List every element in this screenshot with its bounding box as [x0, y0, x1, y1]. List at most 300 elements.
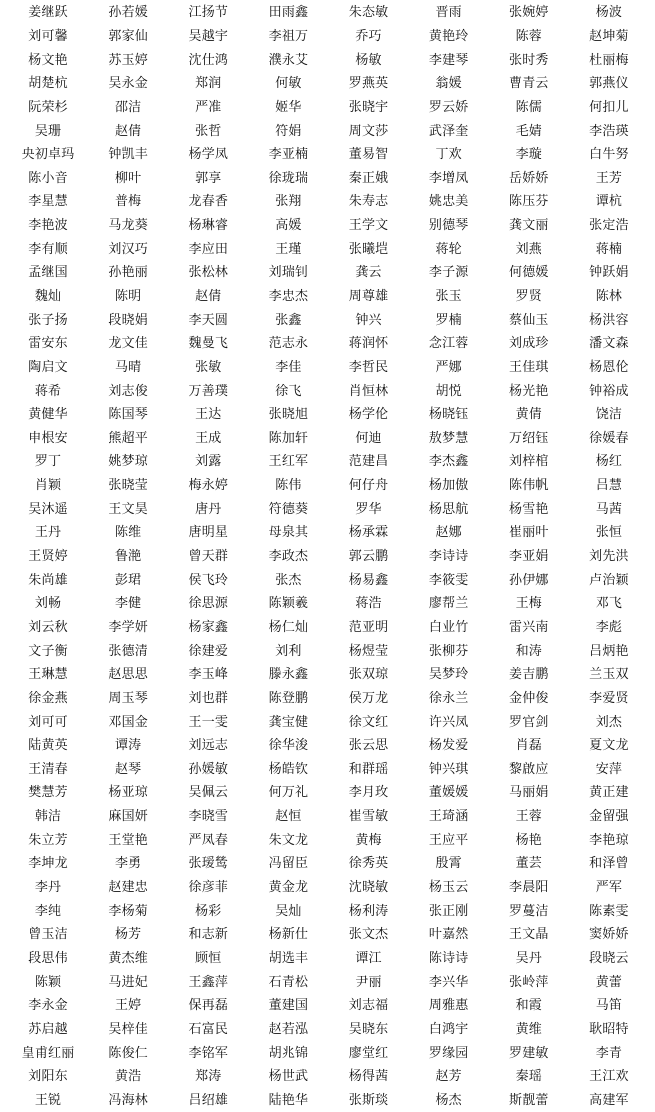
name-cell: 潘文森: [589, 336, 629, 352]
name-row: [8, 261, 649, 285]
name-cell: 李晓雪: [188, 809, 229, 825]
name-cell: 白业竹: [428, 619, 469, 635]
name-cell: 董建国: [268, 998, 309, 1014]
name-cell: 黄杰维: [108, 950, 148, 966]
name-cell: 吴珊: [34, 123, 62, 139]
name-cell: 滕永鑫: [268, 667, 309, 683]
name-cell: 廖帮兰: [428, 596, 469, 612]
name-cell: 王锐: [34, 1092, 62, 1108]
name-cell: 和志新: [188, 927, 229, 943]
name-row: [8, 1018, 649, 1042]
name-cell: 郭享: [195, 170, 222, 186]
name-cell: 罗缘园: [428, 1045, 469, 1061]
name-cell: 翁媛: [435, 76, 462, 92]
name-cell: 朱尚雄: [28, 572, 68, 588]
name-cell: 和群瑶: [348, 761, 389, 777]
name-cell: 吴梓佳: [108, 1021, 148, 1037]
name-row: [8, 166, 649, 190]
name-cell: 郭家仙: [108, 28, 148, 44]
name-cell: 黄浩: [114, 1069, 142, 1085]
name-cell: 李筱雯: [428, 572, 469, 588]
name-cell: 李纯: [34, 903, 62, 919]
name-cell: 刘杰: [595, 714, 623, 730]
name-cell: 陈明: [114, 289, 142, 304]
name-cell: 王江欢: [589, 1069, 629, 1085]
name-cell: 杨加傲: [428, 478, 469, 494]
name-cell: 黄蕾: [595, 974, 623, 990]
name-cell: 李爱贤: [589, 690, 629, 706]
name-cell: 杨利涛: [348, 903, 389, 919]
name-cell: 刘也群: [188, 690, 229, 706]
name-cell: 张晓莹: [108, 478, 148, 494]
name-cell: 张曦垲: [348, 241, 389, 257]
name-cell: 杨艳: [515, 832, 543, 848]
name-cell: 张云思: [348, 738, 389, 754]
name-cell: 熊超平: [108, 430, 148, 446]
name-cell: 张敏: [195, 359, 222, 375]
name-cell: 段思伟: [28, 950, 68, 966]
name-cell: 龙文佳: [108, 336, 148, 352]
name-cell: 耿昭特: [589, 1021, 629, 1037]
name-cell: 何迪: [355, 430, 382, 446]
name-cell: 周尊雄: [348, 289, 389, 304]
name-cell: 段晓云: [589, 950, 629, 966]
name-cell: 王琦涵: [428, 809, 469, 825]
name-cell: 王一雯: [188, 714, 229, 730]
name-cell: 谭涛: [114, 738, 142, 754]
name-row: [8, 143, 649, 167]
name-cell: 张瑷鸶: [188, 856, 229, 872]
name-cell: 姚忠美: [428, 194, 469, 210]
name-cell: 陈伟帆: [509, 478, 549, 494]
name-cell: 刘可馨: [28, 28, 68, 44]
name-cell: 沈晓敏: [348, 880, 389, 896]
name-cell: 王贤婷: [28, 549, 68, 565]
name-cell: 叶嘉然: [428, 927, 469, 943]
name-row: [8, 1, 649, 25]
name-cell: 李学妍: [108, 619, 148, 635]
name-cell: 徐彦菲: [188, 880, 229, 896]
name-row: [8, 639, 649, 663]
name-cell: 徐秀英: [348, 856, 389, 872]
name-cell: 万绍钰: [509, 430, 549, 446]
name-row: [8, 48, 649, 72]
name-cell: 陈维: [114, 525, 142, 541]
name-cell: 邵洁: [114, 99, 142, 115]
name-cell: 赵坤菊: [589, 28, 629, 44]
name-cell: 魏灿: [34, 289, 62, 304]
name-cell: 张恒: [595, 525, 623, 541]
name-cell: 濮永艾: [268, 52, 309, 68]
name-row: [8, 1041, 649, 1065]
name-cell: 吕炳艳: [589, 643, 629, 659]
name-cell: 徐金燕: [28, 690, 68, 706]
name-cell: 冯海林: [108, 1092, 148, 1108]
name-cell: 麻国妍: [108, 809, 148, 825]
name-row: [8, 474, 649, 498]
name-cell: 董易智: [348, 147, 389, 163]
name-cell: 央初卓玛: [21, 147, 75, 163]
name-cell: 黄正建: [589, 785, 629, 801]
name-cell: 王琳慧: [28, 667, 68, 683]
name-cell: 孙若媛: [108, 5, 148, 21]
name-cell: 吕绍雄: [188, 1092, 229, 1108]
name-row: [8, 805, 649, 829]
name-cell: 罗燕英: [348, 76, 389, 92]
name-cell: 孙伊娜: [509, 572, 549, 588]
name-cell: 侯飞玲: [188, 572, 229, 588]
name-cell: 黄倩: [515, 407, 543, 423]
name-cell: 王应平: [428, 832, 469, 848]
name-cell: 雷安东: [28, 336, 68, 352]
name-row: [8, 25, 649, 49]
name-cell: 丁欢: [435, 147, 462, 163]
name-cell: 岳娇娇: [509, 170, 549, 186]
name-cell: 梅永婷: [188, 478, 229, 494]
name-cell: 徐永兰: [428, 690, 469, 706]
name-cell: 兰玉双: [589, 667, 629, 683]
name-cell: 杨芳: [114, 927, 142, 943]
name-cell: 蒋希: [34, 383, 62, 399]
name-cell: 文子衡: [28, 643, 68, 659]
name-cell: 钟兴琪: [428, 761, 469, 777]
name-cell: 刘燕: [515, 241, 543, 257]
name-cell: 王达: [195, 407, 222, 423]
name-cell: 龚宝健: [268, 714, 309, 730]
name-cell: 李铭军: [188, 1045, 229, 1061]
name-cell: 李哲民: [348, 359, 389, 375]
name-cell: 王堂艳: [108, 832, 148, 848]
name-cell: 张松林: [188, 265, 229, 281]
name-cell: 张翔: [275, 194, 302, 210]
name-cell: 杨新仕: [268, 927, 309, 943]
name-cell: 朱态敏: [348, 5, 389, 21]
name-row: [8, 214, 649, 238]
name-cell: 张哲: [195, 123, 222, 139]
name-cell: 杨学凤: [188, 147, 229, 163]
name-cell: 蒋润怀: [348, 336, 389, 352]
name-row: [8, 285, 649, 309]
name-row: [8, 356, 649, 380]
name-cell: 吴越宇: [188, 28, 229, 44]
name-cell: 武泽奎: [428, 123, 469, 139]
name-cell: 邓飞: [595, 596, 623, 612]
name-cell: 王婷: [114, 998, 142, 1014]
name-cell: 谭杭: [595, 194, 623, 210]
name-row: [8, 923, 649, 947]
name-cell: 张晓旭: [268, 407, 309, 423]
name-cell: 李亚楠: [268, 147, 309, 163]
name-cell: 顾恒: [195, 950, 222, 966]
name-cell: 陈加轩: [268, 430, 309, 446]
name-cell: 张双琼: [348, 667, 389, 683]
name-cell: 张婉婷: [509, 5, 549, 21]
name-cell: 罗建敏: [509, 1045, 549, 1061]
name-cell: 范建昌: [348, 454, 389, 470]
name-cell: 龚云: [355, 265, 382, 281]
name-cell: 杨学伦: [348, 407, 389, 423]
name-cell: 张玉: [435, 289, 462, 304]
name-cell: 陈国琴: [108, 407, 148, 423]
name-cell: 李丹: [34, 880, 62, 896]
name-cell: 赵琴: [114, 761, 142, 777]
name-row: [8, 521, 649, 545]
name-cell: 陆黄英: [28, 738, 68, 754]
name-cell: 罗贤: [515, 289, 543, 304]
name-cell: 曹青云: [509, 76, 549, 92]
name-cell: 姜继跃: [28, 5, 68, 21]
name-cell: 韩洁: [34, 809, 62, 825]
name-cell: 刘梓棺: [509, 454, 549, 470]
name-row: [8, 332, 649, 356]
name-cell: 马丽娟: [509, 785, 549, 801]
name-cell: 吴丹: [515, 950, 543, 966]
name-row: [8, 119, 649, 143]
name-cell: 李坤龙: [28, 856, 68, 872]
name-cell: 保再磊: [188, 998, 229, 1014]
name-cell: 王清春: [28, 761, 68, 777]
name-cell: 刘先洪: [589, 549, 629, 565]
name-cell: 黎啟应: [509, 761, 549, 777]
name-cell: 樊慧芳: [28, 785, 68, 801]
name-cell: 李健: [114, 596, 142, 612]
name-cell: 张子扬: [28, 312, 68, 328]
name-cell: 皇甫红丽: [21, 1045, 75, 1061]
name-cell: 李建琴: [428, 52, 469, 68]
name-cell: 陈压芬: [509, 194, 549, 210]
name-cell: 李忠杰: [268, 289, 309, 304]
name-row: [8, 545, 649, 569]
name-cell: 李彪: [595, 619, 623, 635]
name-cell: 白鸿宇: [428, 1021, 469, 1037]
name-cell: 张杰: [275, 572, 302, 588]
name-cell: 和涛: [515, 643, 543, 659]
name-cell: 吴晓东: [348, 1021, 389, 1037]
name-cell: 金留强: [589, 809, 629, 825]
name-cell: 雷兴南: [509, 619, 549, 635]
name-cell: 陈颖羲: [268, 596, 309, 612]
name-cell: 何敏: [275, 76, 302, 92]
name-cell: 符德葵: [268, 501, 309, 517]
name-cell: 秦正娥: [348, 170, 389, 186]
name-cell: 杨光艳: [509, 383, 549, 399]
name-cell: 蒋浩: [355, 596, 382, 612]
name-cell: 金仲俊: [509, 690, 549, 706]
name-cell: 徐文红: [348, 714, 389, 730]
name-cell: 崔丽叶: [509, 525, 549, 541]
name-cell: 李政杰: [268, 549, 309, 565]
name-cell: 王梅: [515, 596, 543, 612]
name-row: [8, 947, 649, 971]
name-cell: 王成: [195, 430, 222, 446]
name-cell: 孙媛敏: [188, 761, 229, 777]
name-cell: 陈俊仁: [108, 1045, 148, 1061]
name-cell: 张定浩: [589, 218, 629, 234]
name-cell: 杨家鑫: [188, 619, 229, 635]
name-cell: 柳叶: [114, 170, 142, 186]
name-cell: 刘阳东: [28, 1069, 68, 1085]
name-cell: 何万礼: [268, 785, 309, 801]
name-cell: 毛婧: [515, 123, 543, 139]
name-row: [8, 450, 649, 474]
name-cell: 严凤春: [188, 832, 229, 848]
name-cell: 杨波: [595, 5, 623, 21]
name-cell: 罗蔓洁: [509, 903, 549, 919]
name-cell: 杨发爱: [428, 738, 469, 754]
name-cell: 赵若泓: [268, 1021, 309, 1037]
name-cell: 马笛: [595, 998, 623, 1014]
name-row: [8, 237, 649, 261]
name-cell: 胡悦: [435, 383, 462, 399]
name-cell: 李杨菊: [108, 903, 148, 919]
name-cell: 殷霄: [435, 856, 462, 872]
name-row: [8, 427, 649, 451]
name-cell: 赵思思: [108, 667, 148, 683]
name-cell: 尹丽: [355, 974, 382, 990]
name-row: [8, 734, 649, 758]
name-cell: 张时秀: [509, 52, 549, 68]
name-cell: 段晓娟: [108, 312, 148, 328]
name-cell: 侯万龙: [348, 690, 389, 706]
name-cell: 杨得茜: [348, 1069, 389, 1085]
name-cell: 周雅惠: [428, 998, 469, 1014]
name-cell: 杨皓钦: [268, 761, 309, 777]
name-cell: 刘志俊: [108, 383, 148, 399]
name-cell: 陈儒: [515, 99, 543, 115]
name-cell: 张晓宇: [348, 99, 389, 115]
name-cell: 陈林: [595, 289, 623, 304]
name-cell: 冯留臣: [268, 856, 309, 872]
name-cell: 秦瑶: [515, 1069, 543, 1085]
name-cell: 念江蓉: [428, 336, 469, 352]
name-row: [8, 379, 649, 403]
name-cell: 王文昊: [108, 501, 148, 517]
name-row: [8, 828, 649, 852]
name-cell: 罗华: [355, 501, 382, 517]
name-cell: 刘瑞钊: [268, 265, 309, 281]
name-cell: 苏玉婷: [108, 52, 148, 68]
name-cell: 李诗诗: [428, 549, 469, 565]
name-cell: 万善璞: [188, 383, 229, 399]
name-cell: 肖恒林: [348, 383, 389, 399]
name-cell: 严准: [195, 99, 222, 115]
name-cell: 李有顺: [28, 241, 68, 257]
name-cell: 窦娇娇: [589, 927, 629, 943]
name-cell: 唐明星: [188, 525, 229, 541]
name-cell: 罗云娇: [428, 99, 469, 115]
name-cell: 王丹: [34, 525, 62, 541]
name-cell: 刘云秋: [28, 619, 68, 635]
name-cell: 和泽曾: [589, 856, 629, 872]
name-cell: 陈素雯: [589, 903, 629, 919]
name-cell: 范志永: [268, 336, 309, 352]
name-cell: 李晨阳: [509, 880, 549, 896]
name-row: [8, 308, 649, 332]
name-cell: 李增凤: [428, 170, 469, 186]
name-cell: 董媛媛: [428, 785, 469, 801]
name-cell: 朱寿志: [348, 194, 389, 210]
name-row: [8, 687, 649, 711]
name-cell: 罗丁: [34, 454, 62, 470]
name-cell: 杨敏: [355, 52, 382, 68]
name-cell: 赵倩: [195, 289, 222, 304]
name-row: [8, 663, 649, 687]
name-cell: 安萍: [595, 761, 623, 777]
name-cell: 马龙葵: [108, 218, 148, 234]
name-cell: 胡兆锦: [268, 1045, 309, 1061]
name-cell: 王蓉: [515, 809, 543, 825]
name-cell: 敖梦慧: [428, 430, 469, 446]
name-cell: 李浩瑛: [589, 123, 629, 139]
name-cell: 肖颖: [34, 478, 62, 494]
name-cell: 李月玫: [348, 785, 389, 801]
name-cell: 钟凯丰: [108, 147, 148, 163]
name-cell: 卢治颖: [589, 572, 629, 588]
name-cell: 晋雨: [435, 5, 462, 21]
name-cell: 姜吉鹏: [509, 667, 549, 683]
name-cell: 张正刚: [428, 903, 469, 919]
name-row: [8, 758, 649, 782]
name-row: [8, 568, 649, 592]
name-cell: 李子源: [428, 265, 469, 281]
name-cell: 钟兴: [355, 312, 382, 328]
name-cell: 苏启越: [28, 1021, 68, 1037]
name-cell: 赵芳: [435, 1069, 462, 1085]
name-cell: 王佳琪: [509, 359, 549, 375]
name-cell: 孟继国: [28, 265, 68, 281]
name-cell: 曾玉洁: [28, 927, 68, 943]
name-cell: 刘成珍: [509, 336, 549, 352]
name-cell: 吴灿: [275, 903, 302, 919]
name-cell: 王红军: [268, 454, 309, 470]
name-cell: 黄梅: [355, 832, 382, 848]
name-cell: 杨琳睿: [188, 218, 229, 234]
name-row: [8, 592, 649, 616]
name-row: [8, 876, 649, 900]
name-row: [8, 403, 649, 427]
name-cell: 杨玉云: [428, 880, 469, 896]
name-cell: 李艳琼: [589, 832, 629, 848]
name-cell: 王瑾: [275, 241, 302, 257]
name-cell: 郑润: [195, 76, 222, 92]
name-cell: 赵娜: [435, 525, 462, 541]
name-cell: 刘利: [275, 643, 302, 659]
name-cell: 徐思源: [188, 596, 229, 612]
name-cell: 刘远志: [188, 738, 229, 754]
name-row: [8, 1065, 649, 1089]
name-cell: 黄维: [515, 1021, 543, 1037]
name-cell: 马晴: [114, 359, 142, 375]
name-cell: 徐华浚: [268, 738, 309, 754]
name-cell: 陈蓉: [515, 28, 543, 44]
name-cell: 黄金龙: [268, 880, 309, 896]
name-cell: 普梅: [114, 194, 142, 210]
name-cell: 申根安: [28, 430, 68, 446]
name-cell: 董芸: [515, 856, 543, 872]
name-cell: 李天圆: [188, 312, 229, 328]
name-cell: 刘志福: [348, 998, 389, 1014]
name-cell: 范亚明: [348, 619, 389, 635]
name-row: [8, 72, 649, 96]
name-cell: 杨易鑫: [348, 572, 389, 588]
name-cell: 谭江: [355, 950, 382, 966]
name-row: [8, 852, 649, 876]
name-cell: 刘可可: [28, 714, 68, 730]
name-cell: 何德媛: [509, 265, 549, 281]
name-cell: 刘汉巧: [108, 241, 148, 257]
name-cell: 高建军: [589, 1092, 629, 1108]
name-cell: 李兴华: [428, 974, 469, 990]
